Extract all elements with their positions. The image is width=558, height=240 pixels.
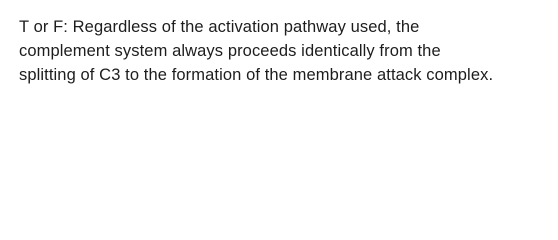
question-text: T or F: Regardless of the activation pathway used, the complement system always proceeds identically from the splitting of C3 to the formation of the membrane attack complex. (19, 18, 494, 84)
question-card (0, 0, 558, 105)
